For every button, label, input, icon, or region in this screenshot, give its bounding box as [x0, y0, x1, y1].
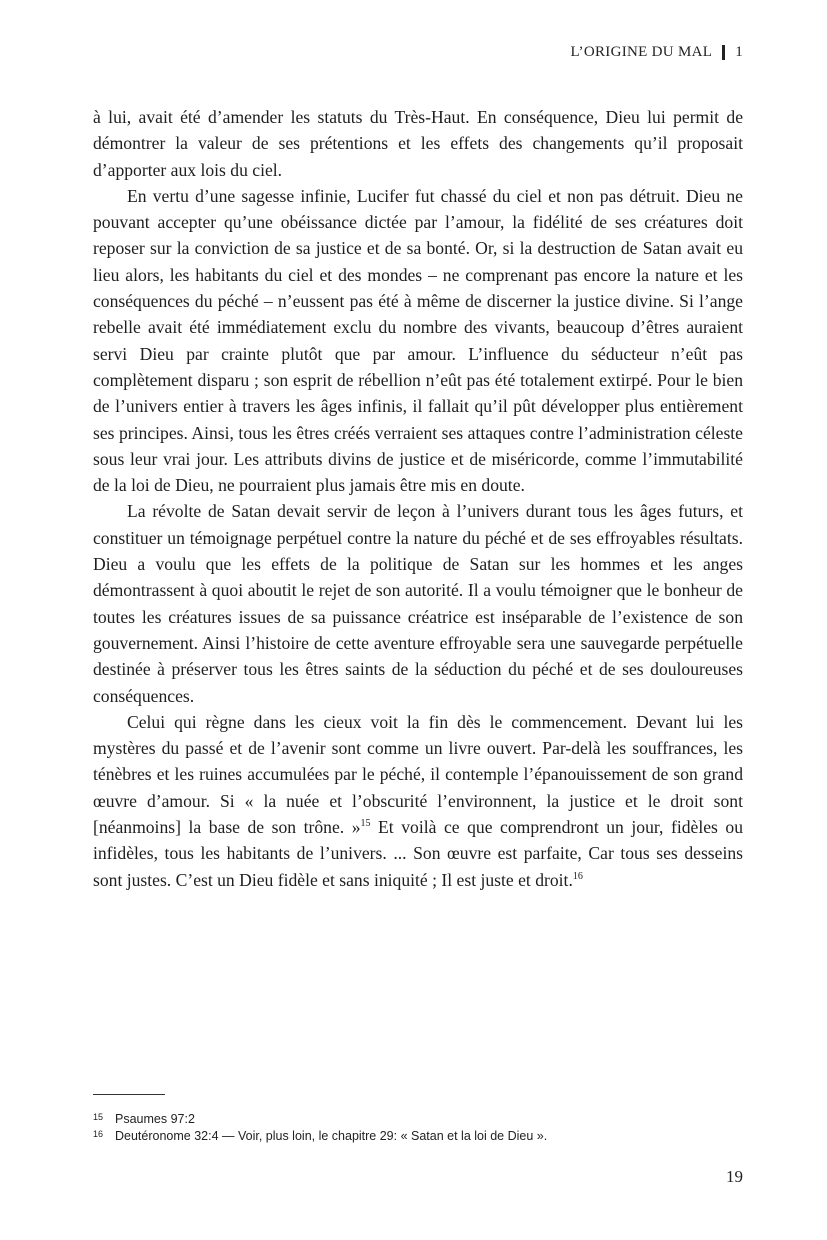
paragraph-1: à lui, avait été d’amender les statuts du Très-Haut. En conséquence, Dieu lui permit de démontrer la valeur de ses prétentions et les effets des changements qu’il proposait d’apporter aux lois du ciel. [93, 107, 743, 180]
running-title: L’ORIGINE DU MAL [570, 44, 713, 60]
footnote-number: 15 [93, 1112, 104, 1122]
footnote-divider [93, 1094, 165, 1095]
footnote-ref-15[interactable]: 15 [360, 818, 371, 830]
body-text [93, 104, 743, 893]
chapter-number: 1 [735, 44, 743, 60]
footnote-item [93, 1111, 743, 1128]
footnote-text: Psaumes 97:2 [115, 1112, 195, 1126]
running-header [570, 44, 743, 61]
footnotes [93, 1111, 743, 1145]
paragraph-4 [93, 709, 743, 893]
footnote-number: 16 [93, 1129, 104, 1139]
paragraph-4-text-a: Celui qui règne dans les cieux voit la fin dès le commencement. Devant lui les mystères du passé et de l’avenir sont comme un livre ouvert. Par-delà les souffrances, les ténèbres et les ruines accumulées par le péché, il contemple l’épanouissement de son grand œuvre d’amour. Si « la nuée et l’obscurité l’environnent, la justice et le droit sont [néanmoins] la base de son trône. » [93, 711, 743, 838]
footnote-text: Deutéronome 32:4 — Voir, plus loin, le chapitre 29: « Satan et la loi de Dieu ». [115, 1129, 548, 1143]
paragraph-3: La révolte de Satan devait servir de leçon à l’univers durant tous les âges futurs, et constituer un témoignage perpétuel contre la nature du péché et de ses effroyables résultats. Dieu a voulu que les effets de la politique de Satan sur les hommes et les anges démontrassent à quoi aboutit le rejet de son autorité. Il a voulu témoigner que le bonheur de toutes les créatures issues de sa puissance créatrice est inséparable de l’existence de son gouvernement. Ainsi l’histoire de cette aventure effroyable sera une sauvegarde perpétuelle destinée à préserver tous les êtres saints de la séduction du péché et de ses douloureuses conséquences. [93, 501, 743, 706]
footnote-item [93, 1128, 743, 1145]
paragraph-2: En vertu d’une sagesse infinie, Lucifer fut chassé du ciel et non pas détruit. Dieu ne pouvant accepter qu’une obéissance dictée par l’amour, la fidélité de ses créatures doit reposer sur la conviction de sa justice et de sa bonté. Or, si la destruction de Satan avait eu lieu alors, les habitants du ciel et des mondes – ne comprenant pas encore la nature et les conséquences du péché – n’eussent pas été à même de discerner la justice divine. Si l’ange rebelle avait été immédiatement exclu du nombre des vivants, beaucoup d’êtres auraient servi Dieu par crainte plutôt que par amour. L’influence du séducteur n’eût pas complètement disparu ; son esprit de rébellion n’eût pas été totalement extirpé. Pour le bien de l’univers entier à travers les âges infinis, il fallait qu’il pût développer plus entièrement ses principes. Ainsi, tous les êtres créés verraient ses attaques contre l’administration céleste sous leur vrai jour. Les attributs divins de justice et de miséricorde, comme l’immutabilité de la loi de Dieu, ne pourraient plus jamais être mis en doute. [93, 185, 743, 496]
header-separator [722, 45, 725, 60]
paragraph-4-text-b: Et voilà ce que comprendront un jour, fidèles ou infidèles, tous les habitants de l’univers. ... Son œuvre est parfaite, Car tous ses desseins sont justes. C’est un Dieu fidèle et sans iniquité ; Il est juste et droit. [93, 817, 743, 890]
footnote-ref-16[interactable]: 16 [572, 870, 583, 882]
page-number: 19 [726, 1167, 743, 1186]
